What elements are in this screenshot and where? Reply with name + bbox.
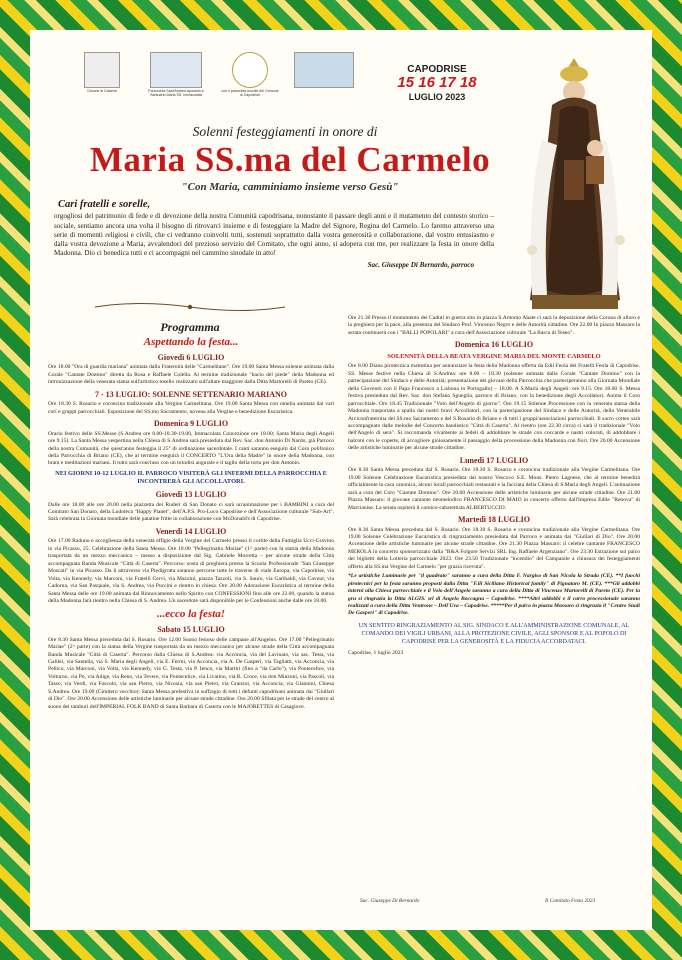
crest-icon <box>84 52 120 88</box>
municipality-logo <box>220 52 280 98</box>
notice-text: NEI GIORNI 10-12 LUGLIO IL PARROCO VISITERÀ GLI INFERMI DELLA PARROCCHIA E INCONTRERÀ GLI ACCOLLATORI. <box>55 469 327 486</box>
day-18-text: Ore 8.30 Santa Messa preceduta dal S. Rosario. Ore 18.30 S. Rosario e coroncina tradizionale alla Vergine Carmelitana. Ore 19.00 Solenne Celebrazione Eucaristica di ringraziamento presieduta dal Parroco e animata dai "Giullari di Dio". Ore 20.00 Accensione delle artistiche luminarie per alcune strade cittadine. Ore 21.30 Piazza Massaro: il celebre cantante FRANCESCO MEROLA in concerto sponsorizzato dalla "R&A Folgore Servizi SRL Ing. Raffaele Argenziano". Ore 23.30 Estrazione sul palco dei biglietti della Lotteria parrocchiale 2023. Ore 23.50 Tradizionale "incendio" del Campanile a chiusura dei festeggiamenti offerto alla SS.ma Vergine del Carmelo "per grazia ricevuta". <box>348 526 640 570</box>
intro-letter <box>54 198 494 270</box>
programma-label: Programma <box>160 320 220 334</box>
parish-logo-label: Parrocchia Sant'Andrea Apostolo e Santuario Maria SS. Immacolata <box>148 89 204 97</box>
program-right-column <box>348 315 640 658</box>
church-photo <box>294 52 354 88</box>
day-17-heading: Lunedì 17 LUGLIO <box>459 455 529 465</box>
day-13-heading: Giovedì 13 LUGLIO <box>155 489 227 499</box>
day-6-heading: Giovedì 6 LUGLIO <box>157 352 225 362</box>
page-title: Maria SS.ma del Carmelo <box>89 140 491 179</box>
day-18-heading: Martedì 18 LUGLIO <box>458 514 530 524</box>
sponsor-notes: *Le artistiche Luminarie per "il quadrato" saranno a cura della Ditta F. Nargiso di San Nicola la Strada (CE). **I fuochi pirotecnici per la festa saranno proposti dalla Ditta "F.lli Siciliano Historical family" di Pignataro M. (CE). ***Gli addobbi interni alla Chiesa parrocchiale e il Volo dell'Angelo saranno a cura della Ditta di Vincenzo Martorelli di Pareto (CE). Per la gru si ringrazia la Ditta ALGIS. srl di Angelo Boccagna – Capodrise. ****Altri addobbi e il carro processionale saranno realizzati a cura della Ditta Ventrone – Dell'Uva – Capodrise. *****Per il palco in piazza Massaro si ringrazia il "Centro Studi De Gasperi" di Capodrise. <box>348 573 640 617</box>
church-photo-icon <box>294 52 354 88</box>
day-6-text: Ore 18.00 "Ora di guardia mariana" animata dalla Fraternità delle "Carmelitane". Ore 19.00 Santa Messa solenne animata dalla Corale "Cantate Domino" diretta da Rosa e Raffaele Colella. Al termine tradizionale "bacio del piede" della Madonna ed intronizzazione della venerata statua sull'artistico tosello realizzato sull'altare maggiore dalla Ditta Martorelli di Pareto (CE). <box>48 364 334 386</box>
diocese-logo <box>72 52 132 94</box>
coat-of-arms-icon <box>232 52 268 88</box>
event-dates <box>382 64 492 102</box>
parish-logo <box>146 52 206 98</box>
day-13-text: Dalle ore 18.00 alle ore 20.00 nella piazzetta dei Ruderi di San Donato ci sarà un'animazione per i BAMBINI a cura del Comitato San Donato, della Ludoteca "Happy Planet", dell'A.P.S. Pro-Loco Capodrise e dell'Associazione culturale "Sub-Art". Sarà celebrata la Giornata mondiale delle patatine fritte in collaborazione con McDonald's di Capodrise. <box>48 501 334 523</box>
event-days: 15 16 17 18 <box>397 74 477 91</box>
event-month: LUGLIO 2023 <box>408 91 466 102</box>
place-date: Capodrise, 1 luglio 2023 <box>348 649 404 656</box>
day-16-text: Ore 8.00 Diana pirotecnica mattutina per annunziare la festa della Madonna offerta da Edil Feola dei Fratelli Feola di Capodrise. SS. Messe festive nella Chiesa di S.Andrea: ore 8.00 – 18.30 (solenne animata dalla Corale "Cantate Domino" con la partecipazione del Sindaco e delle Autorità; presentazione dei giovani della Parrocchia che parteciperanno alla Giornata Mondiale della Gioventù con il Papa Francesco a Lisbona in Portogallo) – 18.00. A S.Maria degli Angeli: ore 9.15. Ore 18.00 S. Messa festiva presieduta dal Rev. Sac. don Stefano Sgueglia, parroco di Briano, con la benedizione degli Accollatori. Anima il Coro parrocchiale. Ore 18.45 Tradizionale "Volo dell'Angelo di giorno". Ore 19.15 Solenne Processione con la venerata statua della Madonna trasportata a spalla dai nostri bravi Accollatori, con la partecipazione del Sindaco e delle Autorità, della Venerabile Arciconfraternita del SS.mo Sacramento e del S.Rosario di Briano e di tutti i gruppi/associazioni parrocchiali. Il sacro corteo sarà accompagnato dalle melodie del Concerto bandistico "Città di Caserta". Al rientro (ore 22.30 circa) ci sarà il tradizionale "Volo dell'Angelo di sera". Si raccomanda vivamente ai fedeli di addobbare le strade con coccarde e nastri colorati, di addobbare i balconi con le coperte, di accogliere gioiosamente il passaggio della processione della Madonna con fiori. Ore 20.00 Accensione delle artistiche luminarie per alcune strade cittadine. <box>348 363 640 452</box>
thanks-text: UN SENTITO RINGRAZIAMENTO AL SIG. SINDACO E ALL'AMMINISTRAZIONE COMUNALE, AL COMANDO DEI VIGILI URBANI, ALLA PROTEZIONE CIVILE, AGLI SPONSOR E AL POPOLO DI CAPODRISE PER LA GENEROSITÀ E LA FIDUCIA ACCORDATACI. <box>358 621 630 646</box>
logo-row <box>72 52 354 98</box>
festa-heading: ...ecco la festa! <box>156 608 226 621</box>
day-17-text: Ore 8.30 Santa Messa preceduta dal S. Rosario. Ore 18.30 S. Rosario e coroncina tradizionale alla Vergine Carmelitana. Ore 19.00 Solenne Celebrazione Eucaristica presieduta dal nostro Vescovo S.E. Mons. Pietro Lagnese, che al termine benedirà ufficialmente la casa canonica, alcuni locali parrocchiali restaurati e la facciata della Chiesa di S.Maria degli Angeli. L'animazione sarà a cura del Coro "Cantate Domino". Ore 20.00 Accensione delle artistiche luminarie per alcune strade cittadine. Ore 21.00 Piazza Massaro: il giovane cantante neomelodico FRANCESCO DI MAIO in concerto offerto dall'Impresa Edile "Renova" di Marcianise. La serata ospiterà il comico-cabarettista ALBERTUCCIO. <box>348 467 640 511</box>
municipality-logo-label: con il patrocinio morale del Comune di Capodrise <box>221 89 279 97</box>
diocese-logo-label: Diocesi di Caserta <box>87 89 117 93</box>
evening-15-text: Ore 21.30 Presso il monumento dei Caduti in guerra sito in piazza S.Antonio Abate ci sarà la deposizione della Corona di alloro e la preghiera per la pace, alla presenza del Sindaco Prof. Vincenzo Negro e delle Autorità cittadine. Ore 22.00 In piazza Massaro la serata continuerà con i "BALLI POPOLARI" a cura dell'Associazione culturale "La Barca di Teseo". <box>348 315 640 336</box>
motto: "Con Maria, camminiamo insieme verso Gesù" <box>181 181 399 193</box>
ornament-icon <box>90 302 290 312</box>
day-14-text: Ore 17.00 Raduno e accoglienza della venerata effigie della Vergine del Carmelo presso il cortile della Famiglia Ucci-Gravino in via Picasso, 25. Celebrazione della Santa Messa. Ore 18.00 "Pellegrinatio Mariae" (1^ parte) con la statua della Madonna trasportata da un mezzo meccanico – messo a disposizione dal Sig. Gabriele Morretta – per alcune strade della Città accompagnata Banda Musicale "Città di Caserta". Percorso: sosta di preghiera presso la Scuola Professionale "San Giuseppe Moscati" in via Picasso. Da lì attraverso via Piedigrotta saranno percorse tutte le traverse di viale Europa, via Capodrise, via Volta, via Kennedy, via Marconi, via Fratelli Cervi, via Mazzini, piazza Tazzoli, via S. Sauro, via Garibaldi, via Cavour, via Cadorna, via San Pasquale, via S. Andrea, via Puccini e rientro in chiesa. Ore 20.00 Adorazione Eucaristica al termine della Santa Messa delle ore 19.00 animata dal Rinnovamento nello Spirito con CONFESSIONI fino alle ore 22.00, quando la statua della Madonna farà rientro nella Chiesa di S. Andrea. Un sacerdote sarà disponibile per le Confessioni anche dalle ore 18.00. <box>48 538 334 604</box>
greeting: Cari fratelli e sorelle, <box>58 199 151 210</box>
signature-committee: Il Comitato Festa 2023 <box>545 898 596 904</box>
church-icon <box>150 52 202 88</box>
settenario-text: Ore 18.30 S. Rosario e coroncina tradizionale alla Vergine Carmelitana. Ore 19.00 Santa Messa con omelia animata dai vari cori e gruppi parrocchiali. Esposizione del SS.mo Sacramento, novena alla Vergine e benedizione Eucaristica. <box>48 401 334 415</box>
subtitle: Solenni festeggiamenti in onore di <box>192 124 378 139</box>
town-name: CAPODRISE <box>407 64 467 75</box>
settenario-heading: 7 - 13 LUGLIO: SOLENNE SETTENARIO MARIANO <box>94 389 288 399</box>
waiting-heading: Aspettando la festa... <box>143 336 239 348</box>
day-9-heading: Domenica 9 LUGLIO <box>153 419 229 429</box>
day-14-heading: Venerdì 14 LUGLIO <box>155 526 227 536</box>
day-15-text: Ore 8.30 Santa Messa preceduta dal S. Rosario. Ore 12.00 Suono festoso delle campane all'Angelus. Ore 17.00 "Pellegrinatio Mariae" (2^ parte) con la statua della Vergine trasportata da un mezzo meccanico per alcune strade della Città accompagnata Banda Musicale "Città di Caserta". Percorso dalla Chiesa di S.Andrea: via Acconcia, via del Lavinaio, via sac. Testa, via Galilei, via Santella, via S. Maria degli Angeli, via E. Fermi, via Acconcia, via A. De Gasperi, via Tagliatti, via Acconcia, via Pellico, via Marconi, via Volta, via Kennedy, via G. Testa, via P. Ienco, via Martiri (fino a "da Carlo"), via Pontecelice, via Volturno, via Po, via Adige, via Reno, via Tevere, via Pontecelice, via Livatino, via B. Croce, via don Minzoni, via Pascoli, via Tasso, via Verdi, via Foscolo, via san Pietro, via Nicosia, via san Pietro, via Granzoi, via Acconcia, via Giannini, Chiesa S.Andrea. Ore 19.00 (Cimitero vecchio): Santa Messa prefestiva in suffragio di tutti i defunti capodrisani animata dai "Giullari di Dio". Ore 20.00 Accensione delle artistiche luminarie per alcune strade cittadine. Ore 20.00 Sfilata per le strade del centro al suono dei tamburi dell'IMPERIAL FOLK BAND di Santa Barbara di Caserta con le MAJORETTES di Casagiove. <box>48 636 334 710</box>
madonna-statue-image <box>502 50 647 315</box>
program-left-column <box>48 333 334 712</box>
signature-priest: Sac. Giuseppe Di Bernardo <box>360 898 420 904</box>
intro-body: orgogliosi del patrimonio di fede e di devozione della nostra Comunità capodrisana, nonostante il passare degli anni e il mutamento del contesto storico – sociale, sentiamo ancora una volta il bisogno di ritrovarci insieme e di festeggiare la Madre del Signore, Regina del Carmelo. Lo faremo attraverso una serie di momenti religiosi e civili, che ci vedranno coinvolti tutti, sostenuti soprattutto dalla vostra generosità e collaborazione, dal vostro entusiasmo e dalla vostra devozione a Maria, avvalendoci del prezioso servizio del Comitato, che ogni anno, si adopera con me, per realizzare la festa in onore della Madonna. Dio ci benedica tutti e ci accompagni nel cammino sinodale in atto! <box>54 212 494 257</box>
day-16-subheading: SOLENNITÀ DELLA BEATA VERGINE MARIA DEL MONTE CARMELO <box>387 352 601 360</box>
intro-signature: Sac. Giuseppe Di Bernardo, parroco <box>367 260 474 269</box>
day-15-heading: Sabato 15 LUGLIO <box>157 625 225 635</box>
poster-sheet <box>30 30 652 930</box>
day-9-text: Orario festivo delle SS.Messe (S.Andrea ore 8.00-10.30-19.00, Immacolata Concezione ore 18.00; Santa Maria degli Angeli ore 9.15). La Santa Messa vespertina nella Chiesa di S.Andrea sarà presieduta dal Rev. Sac. don Antonio Di Nardo, già Parroco della nostra Comunità, che quest'anno festeggia il 25° di ordinazione sacerdotale. I canti saranno eseguiti dal Coro polifonico della Parrocchia di Briano (CE), che al termine eseguirà il CONCERTO "L'Ora della Madre" in onore della Madonna, con brani e meditazioni mariani. Il tutto sarà concluso con un brindisi augurale e il taglio della torta per don Antonio. <box>48 430 334 467</box>
day-16-heading: Domenica 16 LUGLIO <box>454 340 534 350</box>
